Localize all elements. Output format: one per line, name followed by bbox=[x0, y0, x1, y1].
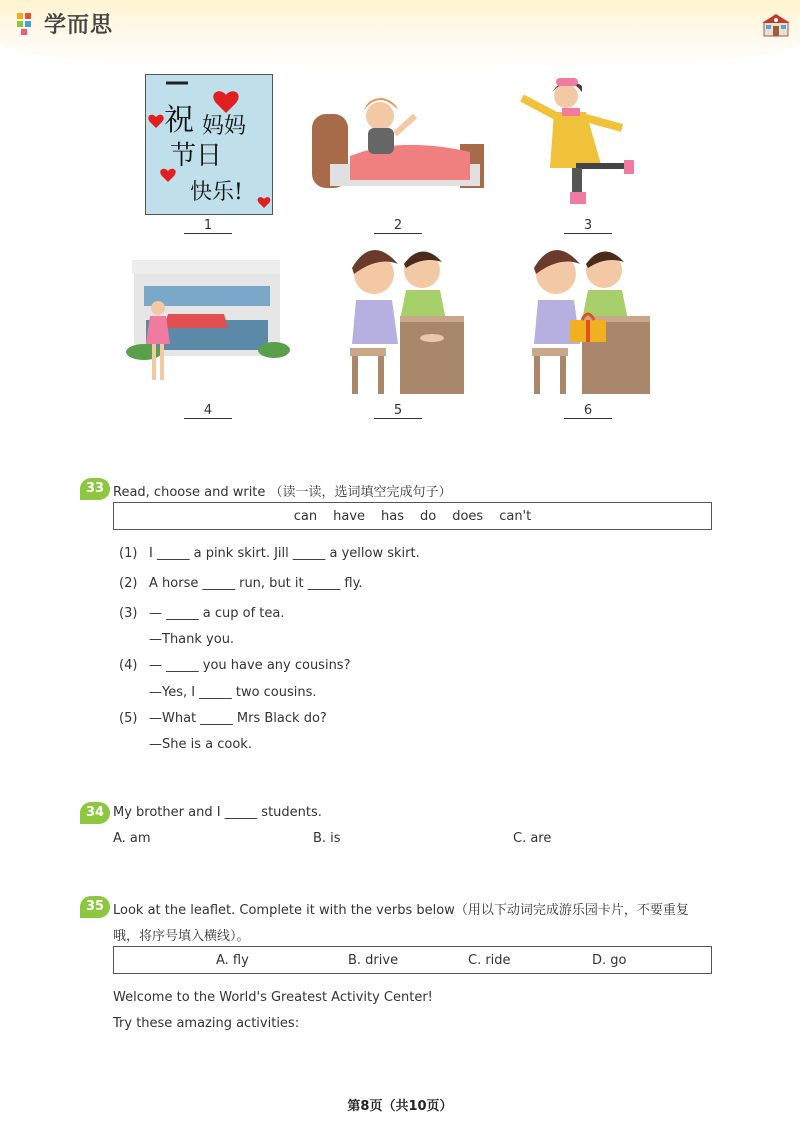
brand-name: 学而思 bbox=[44, 13, 114, 38]
caption-3: 3 bbox=[564, 219, 612, 234]
question-35-line1: Look at the leaflet. Complete it with the verbs below（用以下动词完成游乐园卡片，不要重复 bbox=[113, 903, 689, 918]
card-text-3: 节日 bbox=[170, 141, 223, 171]
q33-item-1-line1: I _____ a pink skirt. Jill _____ a yellow skirt. bbox=[149, 546, 420, 561]
school-icon bbox=[762, 12, 790, 38]
caption-5: 5 bbox=[374, 404, 422, 419]
brand-mark-icon bbox=[14, 11, 40, 37]
q33-word-bank bbox=[113, 502, 712, 530]
q33-item-number: (3) bbox=[119, 606, 138, 621]
verb-option-a: A. fly bbox=[216, 953, 249, 968]
picture-4-girl-at-shop bbox=[124, 252, 292, 384]
verb-option-c: C. ride bbox=[468, 953, 511, 968]
word-option: does bbox=[452, 508, 484, 524]
leaflet-intro: Try these amazing activities: bbox=[113, 1016, 300, 1031]
page-number: 第8页（共10页） bbox=[347, 1099, 453, 1114]
q34-option-a[interactable]: A. am bbox=[113, 831, 151, 846]
q34-option-c[interactable]: C. are bbox=[513, 831, 552, 846]
word-option: can bbox=[293, 508, 318, 524]
page-header bbox=[0, 0, 800, 72]
q33-item-5-line2: —She is a cook. bbox=[149, 737, 252, 752]
question-34-text: My brother and I _____ students. bbox=[113, 805, 322, 820]
caption-1: 1 bbox=[184, 219, 232, 234]
question-35-line2: 哦，将序号填入横线）。 bbox=[113, 929, 250, 944]
picture-2-woman-in-bed bbox=[310, 94, 486, 192]
q33-item-number: (2) bbox=[119, 576, 138, 591]
word-option: have bbox=[333, 508, 366, 524]
q33-item-number: (4) bbox=[119, 658, 138, 673]
question-33-title: Read, choose and write （读一读，选词填空完成句子） bbox=[113, 485, 452, 500]
q34-option-b[interactable]: B. is bbox=[313, 831, 341, 846]
picture-1-mothers-day-card bbox=[145, 74, 273, 215]
q33-item-4-line1: — _____ you have any cousins? bbox=[149, 658, 351, 673]
caption-6: 6 bbox=[564, 404, 612, 419]
q33-item-number: (5) bbox=[119, 711, 138, 726]
picture-3-girl-skating bbox=[516, 74, 662, 212]
brand-logo bbox=[14, 8, 113, 39]
picture-5-couple-cooking bbox=[344, 244, 466, 396]
verb-option-b: B. drive bbox=[348, 953, 399, 968]
q33-item-number: (1) bbox=[119, 546, 138, 561]
word-option: has bbox=[381, 508, 404, 524]
question-34-badge: 34 bbox=[80, 802, 110, 824]
word-option: do bbox=[420, 508, 437, 524]
q33-item-4-line2: —Yes, I _____ two cousins. bbox=[149, 685, 317, 700]
word-option: can't bbox=[499, 508, 532, 524]
q35-verb-bank bbox=[113, 946, 712, 974]
leaflet-welcome: Welcome to the World's Greatest Activity Center! bbox=[113, 990, 433, 1005]
q33-item-2-line1: A horse _____ run, but it _____ fly. bbox=[149, 576, 363, 591]
question-35-badge: 35 bbox=[80, 896, 110, 918]
caption-2: 2 bbox=[374, 219, 422, 234]
q33-item-5-line1: —What _____ Mrs Black do? bbox=[149, 711, 327, 726]
verb-option-d: D. go bbox=[592, 953, 627, 968]
q33-item-3-line1: — _____ a cup of tea. bbox=[149, 606, 285, 621]
picture-6-couple-with-gift bbox=[526, 244, 652, 396]
card-text-1: 祝 bbox=[164, 103, 194, 138]
card-text-4: 快乐! bbox=[190, 180, 243, 205]
q33-item-3-line2: —Thank you. bbox=[149, 632, 235, 647]
card-text-2: 妈妈 bbox=[202, 114, 247, 139]
caption-4: 4 bbox=[184, 404, 232, 419]
question-33-badge: 33 bbox=[80, 478, 110, 500]
